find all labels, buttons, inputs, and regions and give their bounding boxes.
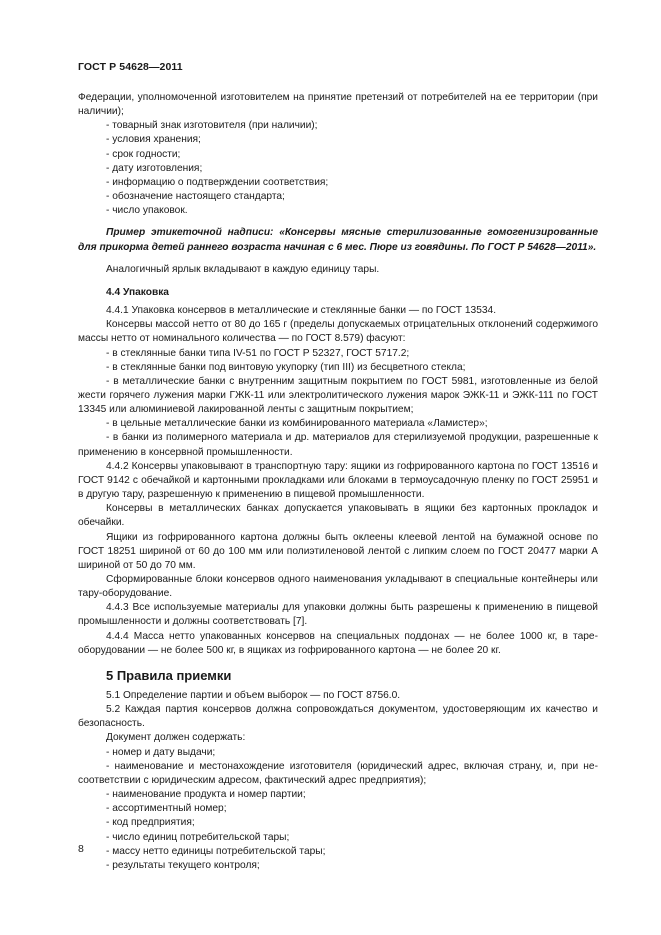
list-item: - срок годности; [106,148,181,160]
paragraph: - в металлические банки с внутренним защитным покрытием по ГОСТ 5981, изготовленные из белой жести горячего лужения марки ГЖК-11 или электролитического лужения марок ЭЖК-11 и ЭЖК-111 по ГОСТ 13345 или алюминиевой лакированной ленты с защитным покрытием; [78,375,598,416]
list-item: - информацию о подтверждении соответствия; [106,176,329,188]
section-5-body [78,689,598,873]
list-item: - число упаковок. [106,205,188,217]
list-item: - ассортиментный номер; [106,803,227,815]
paragraph: Документ должен содержать: [106,732,246,744]
list-item: - результаты текущего контроля; [106,859,260,871]
list-item: - дату изготовления; [106,162,203,174]
section-heading-5: 5 Правила приемки [106,667,232,683]
list-item: - условия хранения; [106,134,201,146]
paragraph: - наименование и местонахождение изготовителя (юридический адрес, включая страну, и, при несоответствии с юридическим адресом, фактический адрес предприятия); [78,760,598,786]
paragraph: 4.4.3 Все используемые материалы для упаковки должны быть разрешены к применению в пищевой промышленности и должны соответствовать [7]. [78,602,598,628]
list-item: - в цельные металлические банки из комбинированного материала «Ламистер»; [106,418,488,430]
paragraph: - в банки из полимерного материала и др. материалов для стерилизуемой продукции, разрешенные к применению в консервной промышленности. [78,432,598,458]
list-item: - номер и дату выдачи; [106,746,216,758]
list-item: - обозначение настоящего стандарта; [106,191,285,203]
paragraph: Консервы массой нетто от 80 до 165 г (пределы допускаемых отрицательных отклонений содержимого массы нетто от номинального количества — по ГОСТ 8.579) фасуют: [78,319,598,345]
paragraph: 4.4.4 Масса нетто упакованных консервов на специальных поддонах — не более 1000 кг, в таре-оборудовании — не более 500 кг, в ящиках из гофрированного картона — не более 20 кг. [78,630,598,656]
paragraph: Федерации, уполномоченной изготовителем на принятие претензий от потребителей на ее территории (при наличии); [78,92,598,118]
section-heading-4-4: 4.4 Упаковка [106,286,169,298]
paragraph: Ящики из гофрированного картона должны быть оклеены клеевой лентой на бумажной основе по ГОСТ 18251 шириной от 60 до 100 мм или полиэтиленовой лентой с липким слоем по ГОСТ 20477 марки А шириной от 50 до 70 мм. [78,531,598,571]
page-body [78,91,598,873]
paragraph: 5.2 Каждая партия консервов должна сопровождаться документом, удостоверяющим их качество и безопасность. [78,704,598,730]
paragraph: 4.4.2 Консервы упаковывают в транспортную тару: ящики из гофрированного картона по ГОСТ 13516 и ГОСТ 9142 с обечайкой и картонными прокладками или блоками в термоусадочную пленку по ГОСТ 25951 и в другую тару, разрешенную к применению в пищевой промышленности. [78,460,598,501]
list-item: - в стеклянные банки типа IV-51 по ГОСТ Р 52327, ГОСТ 5717.2; [106,347,410,359]
paragraph: 4.4.1 Упаковка консервов в металлические и стеклянные банки — по ГОСТ 13534. [106,305,497,317]
list-item: - в стеклянные банки под винтовую укупорку (тип III) из бесцветного стекла; [106,361,466,373]
list-item: - наименование продукта и номер партии; [106,789,306,801]
section-4-4-body [78,304,598,658]
paragraph: Консервы в металлических банках допускается упаковывать в ящики без картонных прокладок и обечайки. [78,503,598,529]
paragraph: 5.1 Определение партии и объем выборок — по ГОСТ 8756.0. [106,689,401,701]
list-item: - код предприятия; [106,817,195,829]
list-item: - число единиц потребительской тары; [106,831,290,843]
paragraph: Сформированные блоки консервов одного наименования укладывают в специальные контейнеры или тару-оборудование. [78,574,598,600]
document-header: ГОСТ Р 54628—2011 [78,61,183,73]
page-number: 8 [78,843,84,855]
list-item: - товарный знак изготовителя (при наличии); [106,120,318,132]
label-example: Пример этикеточной надписи: «Консервы мясные стерилизованные гомогенизированные для прикорма детей раннего возраста начиная с 6 мес. Пюре из говядины. По ГОСТ Р 54628—2011». [78,227,598,253]
paragraph: Аналогичный ярлык вкладывают в каждую единицу тары. [106,263,380,275]
list-item: - массу нетто единицы потребительской тары; [106,845,326,857]
